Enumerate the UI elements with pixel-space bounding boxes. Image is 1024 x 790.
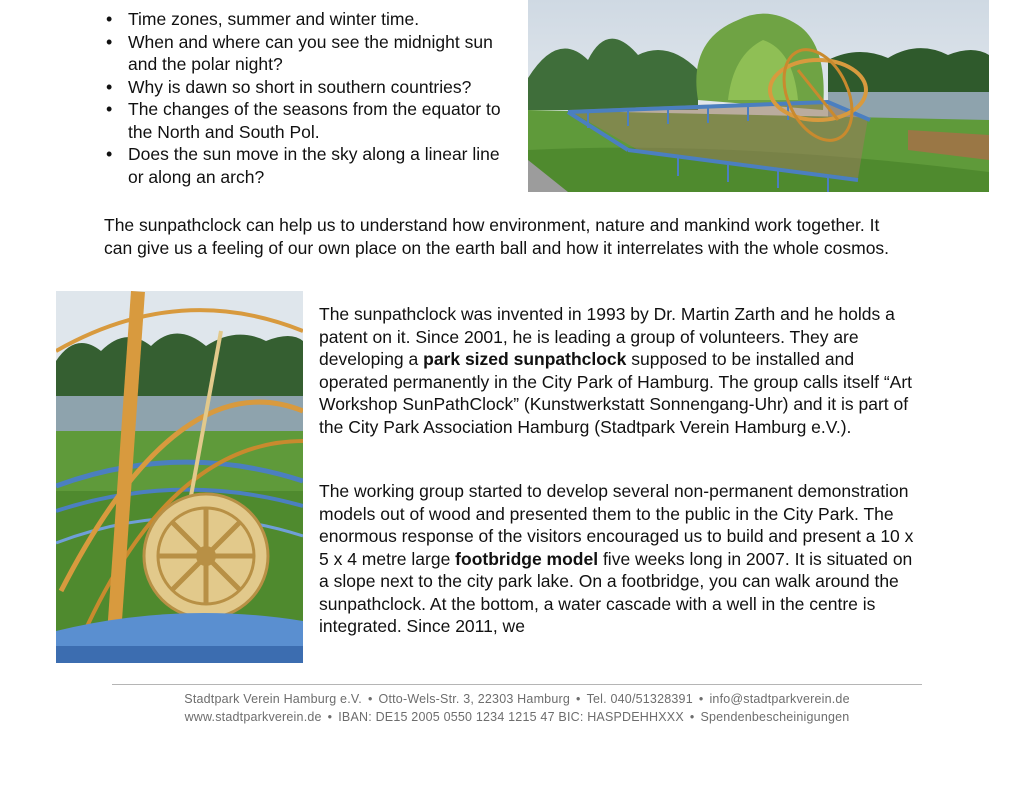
sunpathclock-closeup-photo <box>56 291 303 663</box>
bullet-item: • Time zones, summer and winter time. <box>104 8 514 31</box>
footer-divider <box>112 684 922 685</box>
footer-line-1: Stadtpark Verein Hamburg e.V. • Otto-Wels-Str. 3, 22303 Hamburg • Tel. 040/51328391 • info@stadtparkverein.de <box>184 692 850 706</box>
bullet-item: • Does the sun move in the sky along a linear line or along an arch? <box>104 143 514 188</box>
park-sized-sunpathclock-emphasis: park sized sunpathclock <box>423 349 627 369</box>
footer-phone: Tel. 040/51328391 <box>586 692 693 706</box>
working-group-text-start: The working group started to develop several non-permanent demonstration models out of wood and presented them to the public in the City Park. The enormous response of the visitors encouraged us to build and present a 10 x 5 x 4 metre large <box>319 481 914 569</box>
intro-paragraph: The sunpathclock can help us to understand how environment, nature and mankind work together. It can give us a feeling of our own place on the earth ball and how it interrelates with the whole cosmos. <box>104 215 890 258</box>
working-group-paragraph <box>319 480 924 638</box>
footer-donation-receipts: Spendenbescheinigungen <box>700 710 850 724</box>
footer-email-link[interactable]: info@stadtparkverein.de <box>709 692 850 706</box>
bullet-item: • Why is dawn so short in southern countries? <box>104 76 514 99</box>
history-paragraph <box>319 303 924 438</box>
history-text-end: supposed to be installed and operated permanently in the City Park of Hamburg. The group calls itself “Art Workshop SunPathClock” (Kunstwerkstatt Sonnengang-Uhr) and it is part of the City Park Association Hamburg (Stadtpark Verein Hamburg e.V.). <box>319 349 913 437</box>
footer-bank-details: IBAN: DE15 2005 0550 1234 1215 47 BIC: HASPDEHHXXX <box>338 710 684 724</box>
footer-address: Otto-Wels-Str. 3, 22303 Hamburg <box>378 692 570 706</box>
footbridge-model-illustration <box>528 0 989 192</box>
topic-bullet-list <box>104 8 514 188</box>
working-group-text-end: five weeks long in 2007. It is situated on a slope next to the city park lake. On a footbridge, you can walk around the sunpathclock. At the bottom, a water cascade with a well in the centre is integrated. Since 2011, we <box>319 548 913 636</box>
footer-website-link[interactable]: www.stadtparkverein.de <box>184 710 322 724</box>
footbridge-model-photo <box>528 0 989 192</box>
bullet-item: • The changes of the seasons from the equator to the North and South Pol. <box>104 98 514 143</box>
history-text-start: The sunpathclock was invented in 1993 by Dr. Martin Zarth and he holds a patent on it. Since 2001, he is leading a group of volunteers. They are developing a <box>319 304 895 369</box>
bullet-item: • When and where can you see the midnight sun and the polar night? <box>104 31 514 76</box>
sunpathclock-closeup-illustration <box>56 291 303 663</box>
footer-line-2: www.stadtparkverein.de • IBAN: DE15 2005 0550 1234 1215 47 BIC: HASPDEHHXXX • Spendenbescheinigungen <box>184 710 850 724</box>
footer-association-name: Stadtpark Verein Hamburg e.V. <box>184 692 362 706</box>
footbridge-model-emphasis: footbridge model <box>455 548 599 569</box>
